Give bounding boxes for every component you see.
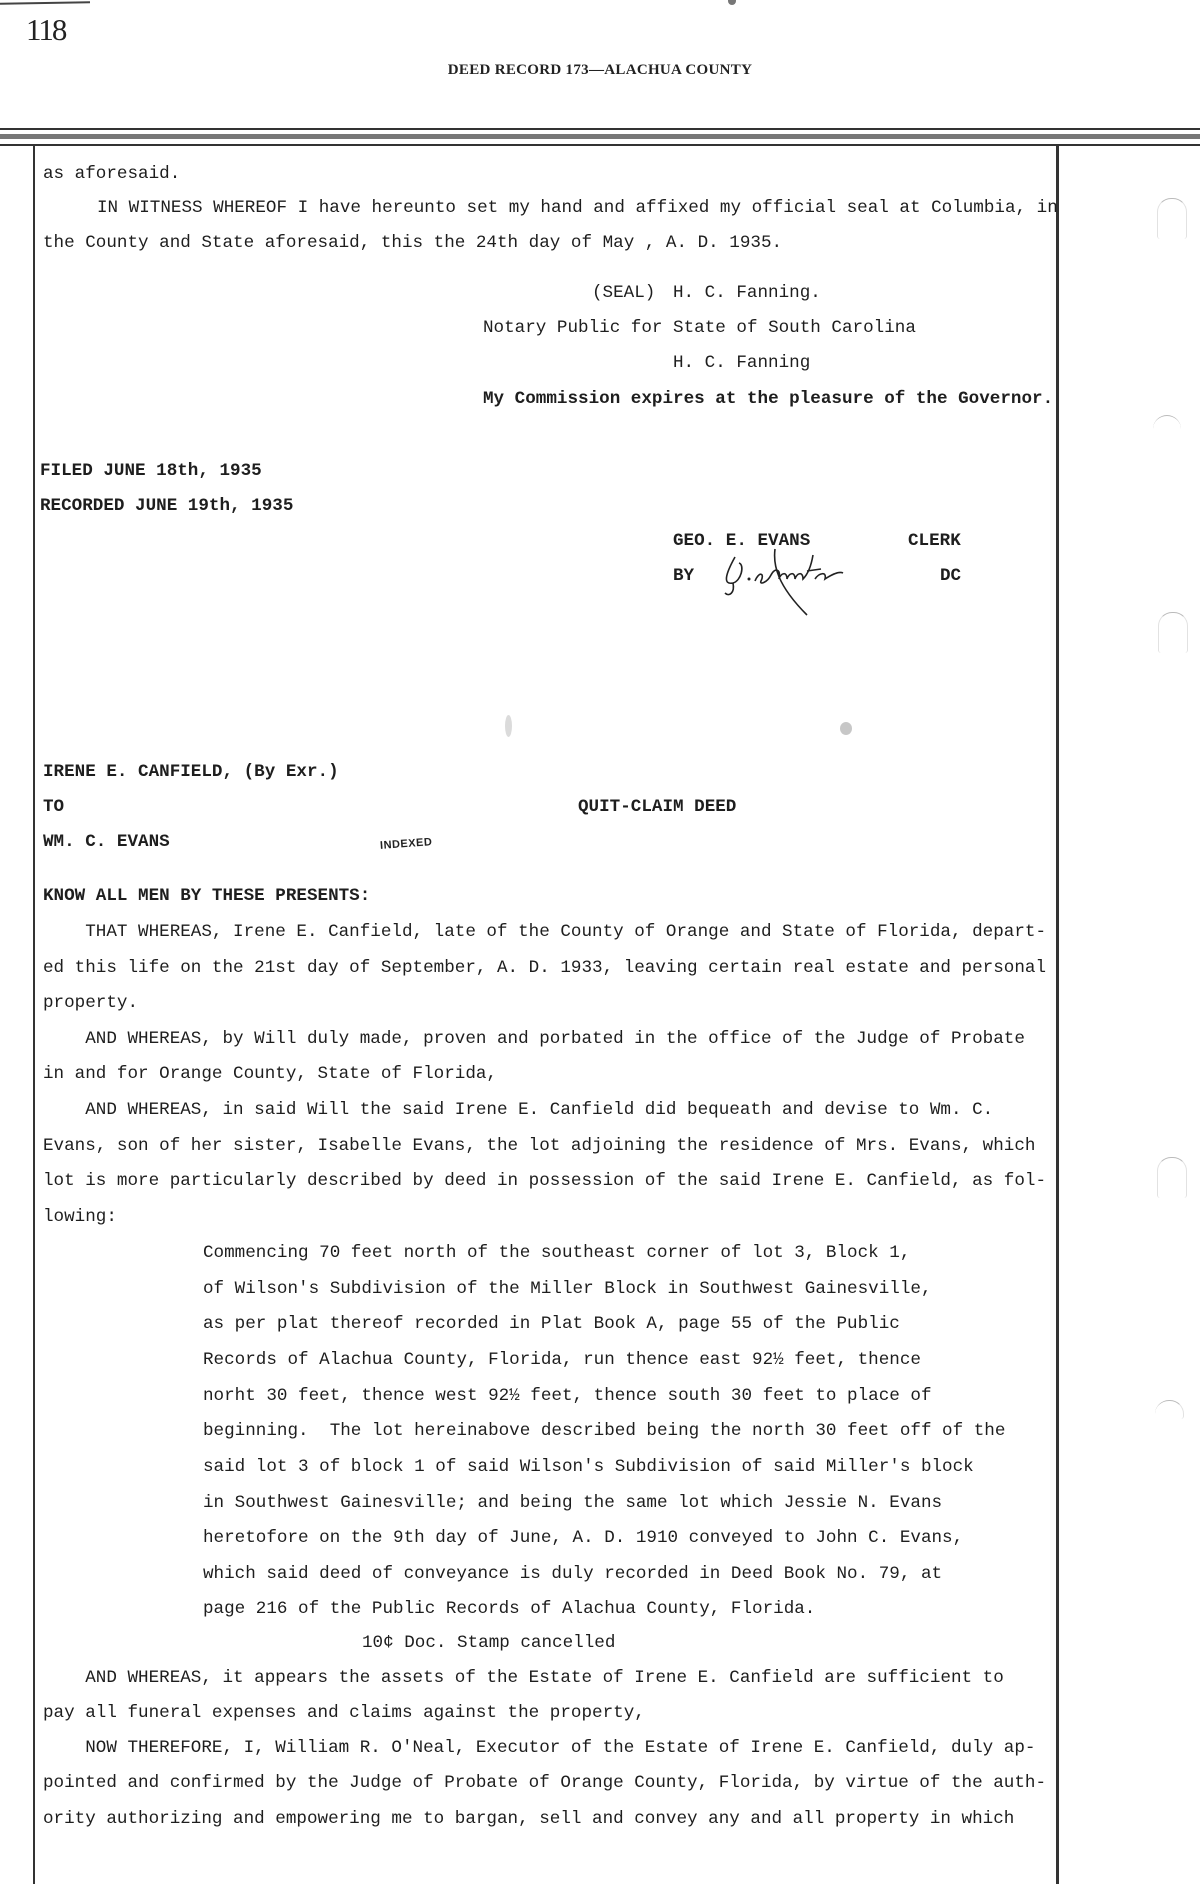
body-line: ed this life on the 21st day of September, A. D. 1933, leaving certain real estate and personal	[43, 958, 1047, 978]
stamp-note: 10¢ Doc. Stamp cancelled	[362, 1633, 616, 1653]
left-margin-line	[33, 146, 35, 1884]
description-line: norht 30 feet, thence west 92½ feet, thence south 30 feet to place of	[203, 1386, 932, 1406]
body-line: AND WHEREAS, by Will duly made, proven and porbated in the office of the Judge of Probate	[43, 1029, 1025, 1049]
body-line: AND WHEREAS, in said Will the said Irene E. Canfield did bequeath and devise to Wm. C.	[43, 1100, 994, 1120]
body-line: lot is more particularly described by deed in possession of the said Irene E. Canfield, as fol-	[43, 1171, 1047, 1191]
binder-hole-mark	[1157, 198, 1187, 239]
by-label: BY	[673, 566, 695, 586]
header-rule-thick	[0, 134, 1200, 139]
clerk-name: GEO. E. EVANS	[673, 531, 811, 551]
description-line: Records of Alachua County, Florida, run thence east 92½ feet, thence	[203, 1350, 921, 1370]
ink-blot	[505, 715, 512, 737]
right-margin-line	[1056, 146, 1059, 1884]
closing-line: ority authorizing and empowering me to bargan, sell and convey any and all property in which	[43, 1809, 1015, 1829]
scan-dot	[728, 0, 736, 5]
indexed-stamp: INDEXED	[379, 836, 433, 852]
body-line: property.	[43, 993, 139, 1013]
deed-type: QUIT-CLAIM DEED	[578, 797, 737, 817]
description-line: as per plat thereof recorded in Plat Book A, page 55 of the Public	[203, 1314, 900, 1334]
page-number: 118	[26, 12, 66, 47]
binder-hole-mark	[1158, 612, 1188, 653]
description-line: Commencing 70 feet north of the southeast corner of lot 3, Block 1,	[203, 1243, 911, 1263]
text-county-state-date: the County and State aforesaid, this the 24th day of May , A. D. 1935.	[43, 233, 783, 253]
closing-line: pay all funeral expenses and claims against the property,	[43, 1703, 645, 1723]
description-line: page 216 of the Public Records of Alachua County, Florida.	[203, 1599, 816, 1619]
description-line: in Southwest Gainesville; and being the same lot which Jessie N. Evans	[203, 1493, 943, 1513]
filed-date: FILED JUNE 18th, 1935	[40, 461, 262, 481]
seal-label: (SEAL)	[592, 283, 656, 303]
header-rule-bottom	[0, 144, 1200, 146]
header-rule-top	[0, 128, 1200, 130]
closing-line: NOW THEREFORE, I, William R. O'Neal, Executor of the Estate of Irene E. Canfield, duly ap-	[43, 1738, 1036, 1758]
recorded-date: RECORDED JUNE 19th, 1935	[40, 496, 294, 516]
body-line: in and for Orange County, State of Florida,	[43, 1064, 497, 1084]
text-as-aforesaid: as aforesaid.	[43, 164, 181, 184]
scan-edge-mark	[0, 1, 90, 5]
clerk-title: CLERK	[908, 531, 961, 551]
body-line: Evans, son of her sister, Isabelle Evans, the lot adjoining the residence of Mrs. Evans, which	[43, 1136, 1036, 1156]
binder-hole-mark	[1155, 1400, 1184, 1419]
text-in-witness: IN WITNESS WHEREOF I have hereunto set my hand and affixed my official seal at Columbia, in	[97, 198, 1058, 218]
closing-line: pointed and confirmed by the Judge of Probate of Orange County, Florida, by virtue of the auth-	[43, 1773, 1047, 1793]
description-line: said lot 3 of block 1 of said Wilson's Subdivision of said Miller's block	[203, 1457, 974, 1477]
notary-title: Notary Public for State of South Carolina	[483, 318, 916, 338]
description-line: of Wilson's Subdivision of the Miller Block in Southwest Gainesville,	[203, 1279, 932, 1299]
notary-signer: H. C. Fanning.	[673, 283, 821, 303]
description-line: beginning. The lot hereinabove described being the north 30 feet off of the	[203, 1421, 1006, 1441]
grantor-name: IRENE E. CANFIELD, (By Exr.)	[43, 762, 339, 782]
to-label: TO	[43, 797, 65, 817]
binder-hole-mark	[1157, 1157, 1187, 1198]
body-line: lowing:	[43, 1207, 117, 1227]
grantee-name: WM. C. EVANS	[43, 832, 170, 852]
description-line: heretofore on the 9th day of June, A. D. 1910 conveyed to John C. Evans,	[203, 1528, 964, 1548]
page-header-title: DEED RECORD 173—ALACHUA COUNTY	[447, 62, 753, 78]
handwritten-signature	[715, 545, 915, 620]
notary-signer-typed: H. C. Fanning	[673, 353, 811, 373]
closing-line: AND WHEREAS, it appears the assets of the Estate of Irene E. Canfield are sufficient to	[43, 1668, 1004, 1688]
body-line: THAT WHEREAS, Irene E. Canfield, late of the County of Orange and State of Florida, depart-	[43, 922, 1047, 942]
opening-line: KNOW ALL MEN BY THESE PRESENTS:	[43, 886, 371, 906]
deputy-title: DC	[940, 566, 962, 586]
binder-hole-mark	[1153, 415, 1181, 436]
ink-blot	[840, 722, 852, 735]
description-line: which said deed of conveyance is duly recorded in Deed Book No. 79, at	[203, 1564, 943, 1584]
commission-text: My Commission expires at the pleasure of the Governor.	[483, 389, 1054, 409]
